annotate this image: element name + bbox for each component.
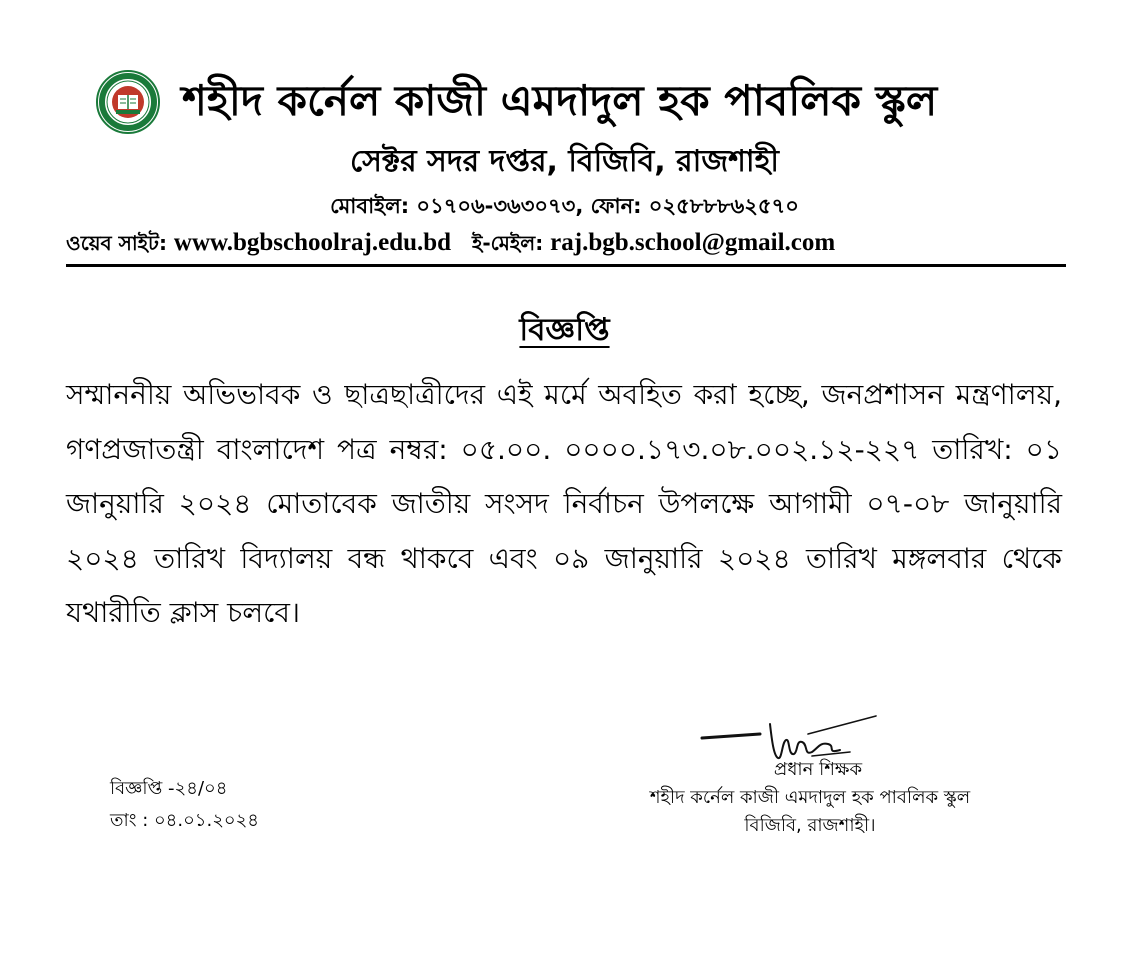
school-address-subtitle: সেক্টর সদর দপ্তর, বিজিবি, রাজশাহী (350, 144, 779, 179)
contact-numbers: মোবাইল: ০১৭০৬-৩৬৩০৭৩, ফোন: ০২৫৮৮৮৬২৫৭০ (330, 194, 799, 218)
reference-date: তাং : ০৪.০১.২০২৪ (110, 810, 259, 831)
signatory-role: প্রধান শিক্ষক (773, 759, 863, 780)
header-divider (66, 264, 1066, 267)
email-link[interactable]: raj.bgb.school@gmail.com (550, 229, 836, 256)
reference-block (110, 773, 259, 837)
signatory-school: শহীদ কর্নেল কাজী এমদাদুল হক পাবলিক স্কুল (649, 787, 971, 808)
notice-body: সম্মাননীয় অভিভাবক ও ছাত্রছাত্রীদের এই মর্মে অবহিত করা হচ্ছে, জনপ্রশাসন মন্ত্রণালয়, গণপ্রজাতন্ত্রী বাংলাদেশ পত্র নম্বর: ০৫.০০. ০০০০.১৭৩.০৮.০০২.১২-২২৭ তারিখ: ০১ জানুয়ারি ২০২৪ মোতাবেক জাতীয় সংসদ নির্বাচন উপলক্ষে আগামী ০৭-০৮ জানুয়ারি ২০২৪ তারিখ বিদ্যালয় বন্ধ থাকবে এবং ০৯ জানুয়ারি ২০২৪ তারিখ মঙ্গলবার থেকে যথারীতি ক্লাস চলবে। (66, 378, 1062, 629)
reference-number: বিজ্ঞপ্তি -২৪/০৪ (110, 778, 228, 799)
notice-title-text: বিজ্ঞপ্তি (519, 312, 610, 348)
notice-title (0, 307, 1129, 353)
signatory-location: বিজিবি, রাজশাহী। (744, 815, 876, 836)
signatory-block (590, 756, 1030, 840)
school-name-heading: শহীদ কর্নেল কাজী এমদাদুল হক পাবলিক স্কুল (182, 76, 938, 125)
email-label: ই-মেইল: (471, 231, 544, 255)
web-email-line (66, 226, 1066, 260)
website-label: ওয়েব সাইট: (66, 231, 167, 255)
school-crest-icon (96, 70, 160, 134)
website-link[interactable]: www.bgbschoolraj.edu.bd (173, 229, 452, 256)
